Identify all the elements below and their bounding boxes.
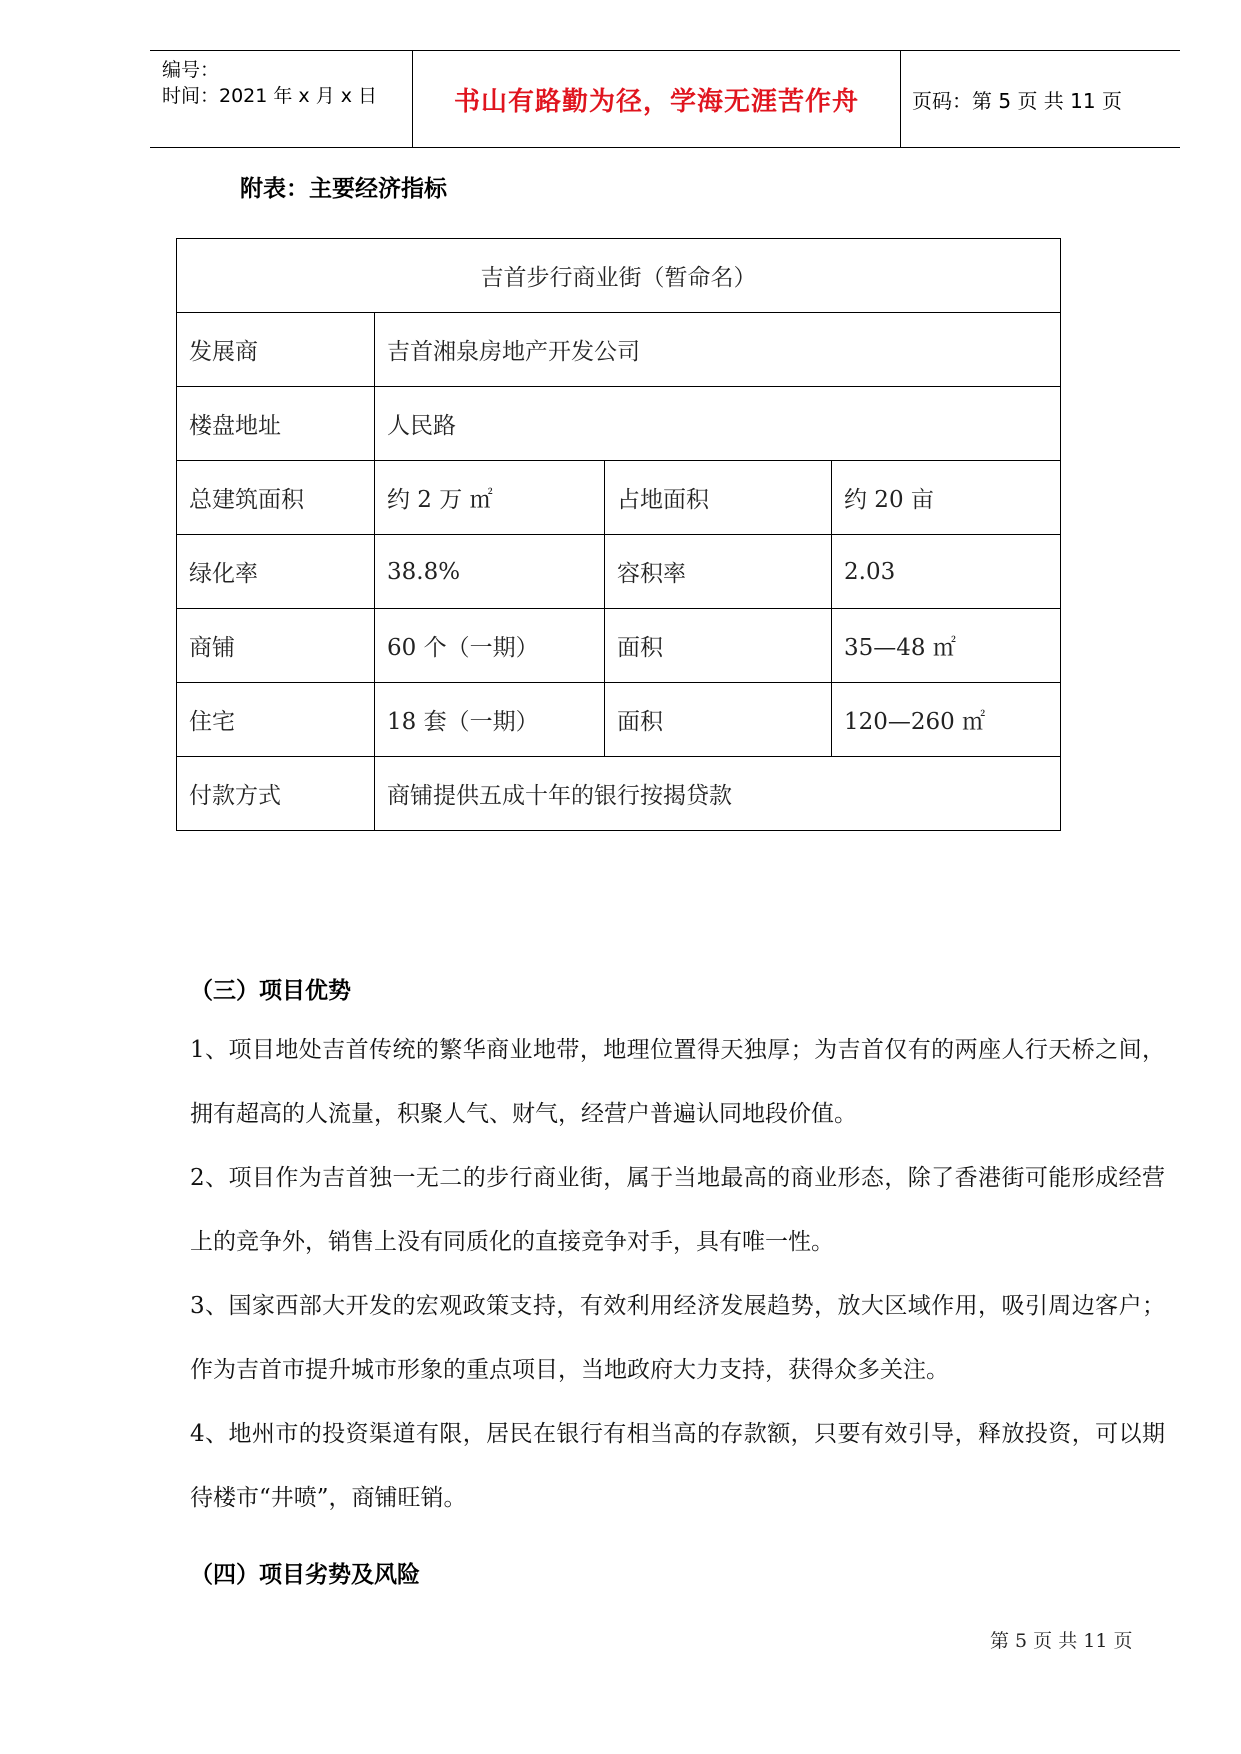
table-cell: 面积: [605, 609, 832, 683]
table-cell: 吉首湘泉房地产开发公司: [375, 313, 1061, 387]
table-cell: 2.03: [832, 535, 1061, 609]
table-cell: 绿化率: [177, 535, 375, 609]
table-cell: 18 套（一期）: [375, 683, 605, 757]
table-row: [177, 313, 1061, 387]
paragraph-advantage-2: 2、项目作为吉首独一无二的步行商业街，属于当地最高的商业形态，除了香港街可能形成经营上的竞争外，销售上没有同质化的直接竞争对手，具有唯一性。: [190, 1165, 1165, 1255]
doc-number-label: 编号：: [162, 59, 220, 81]
table-title: 吉首步行商业街（暂命名）: [177, 239, 1061, 313]
page-footer: 第 5 页 共 11 页: [990, 1630, 1133, 1652]
table-cell: 容积率: [605, 535, 832, 609]
section-heading-risks: （四）项目劣势及风险: [190, 1562, 420, 1588]
table-row: [177, 683, 1061, 757]
table-cell: 约 20 亩: [832, 461, 1061, 535]
table-cell: 发展商: [177, 313, 375, 387]
paragraph-advantage-1: 1、项目地处吉首传统的繁华商业地带，地理位置得天独厚；为吉首仅有的两座人行天桥之间，拥有超高的人流量，积聚人气、财气，经营户普遍认同地段价值。: [190, 1037, 1165, 1127]
table-cell: 120—260 ㎡: [832, 683, 1061, 757]
table-cell: 商铺: [177, 609, 375, 683]
table-caption: 附表：主要经济指标: [240, 176, 447, 202]
table-cell: 住宅: [177, 683, 375, 757]
doc-date: 时间：2021 年 x 月 x 日: [162, 85, 378, 107]
table-cell: 60 个（一期）: [375, 609, 605, 683]
table-cell: 约 2 万 ㎡: [375, 461, 605, 535]
table-cell: 35—48 ㎡: [832, 609, 1061, 683]
table-cell: 商铺提供五成十年的银行按揭贷款: [375, 757, 1061, 831]
table-cell: 占地面积: [605, 461, 832, 535]
paragraph-advantage-4: 4、地州市的投资渠道有限，居民在银行有相当高的存款额，只要有效引导，释放投资，可以期待楼市“井喷”，商铺旺销。: [190, 1421, 1165, 1511]
page-header: [150, 50, 1180, 148]
table-cell: 付款方式: [177, 757, 375, 831]
header-motto: 书山有路勤为径，学海无涯苦作舟: [412, 51, 901, 147]
header-page-number: 页码：第 5 页 共 11 页: [912, 88, 1122, 113]
table-cell: 总建筑面积: [177, 461, 375, 535]
paragraph-advantage-3: 3、国家西部大开发的宏观政策支持，有效利用经济发展趋势，放大区域作用，吸引周边客户；作为吉首市提升城市形象的重点项目，当地政府大力支持，获得众多关注。: [190, 1293, 1165, 1383]
table-row: [177, 535, 1061, 609]
table-cell: 面积: [605, 683, 832, 757]
economic-indicators-table: [176, 238, 1061, 831]
table-row: [177, 757, 1061, 831]
table-row: [177, 461, 1061, 535]
table-row: [177, 387, 1061, 461]
section-heading-advantages: （三）项目优势: [190, 978, 351, 1004]
table-cell: 楼盘地址: [177, 387, 375, 461]
table-cell: 38.8%: [375, 535, 605, 609]
table-row: [177, 239, 1061, 313]
table-cell: 人民路: [375, 387, 1061, 461]
table-row: [177, 609, 1061, 683]
